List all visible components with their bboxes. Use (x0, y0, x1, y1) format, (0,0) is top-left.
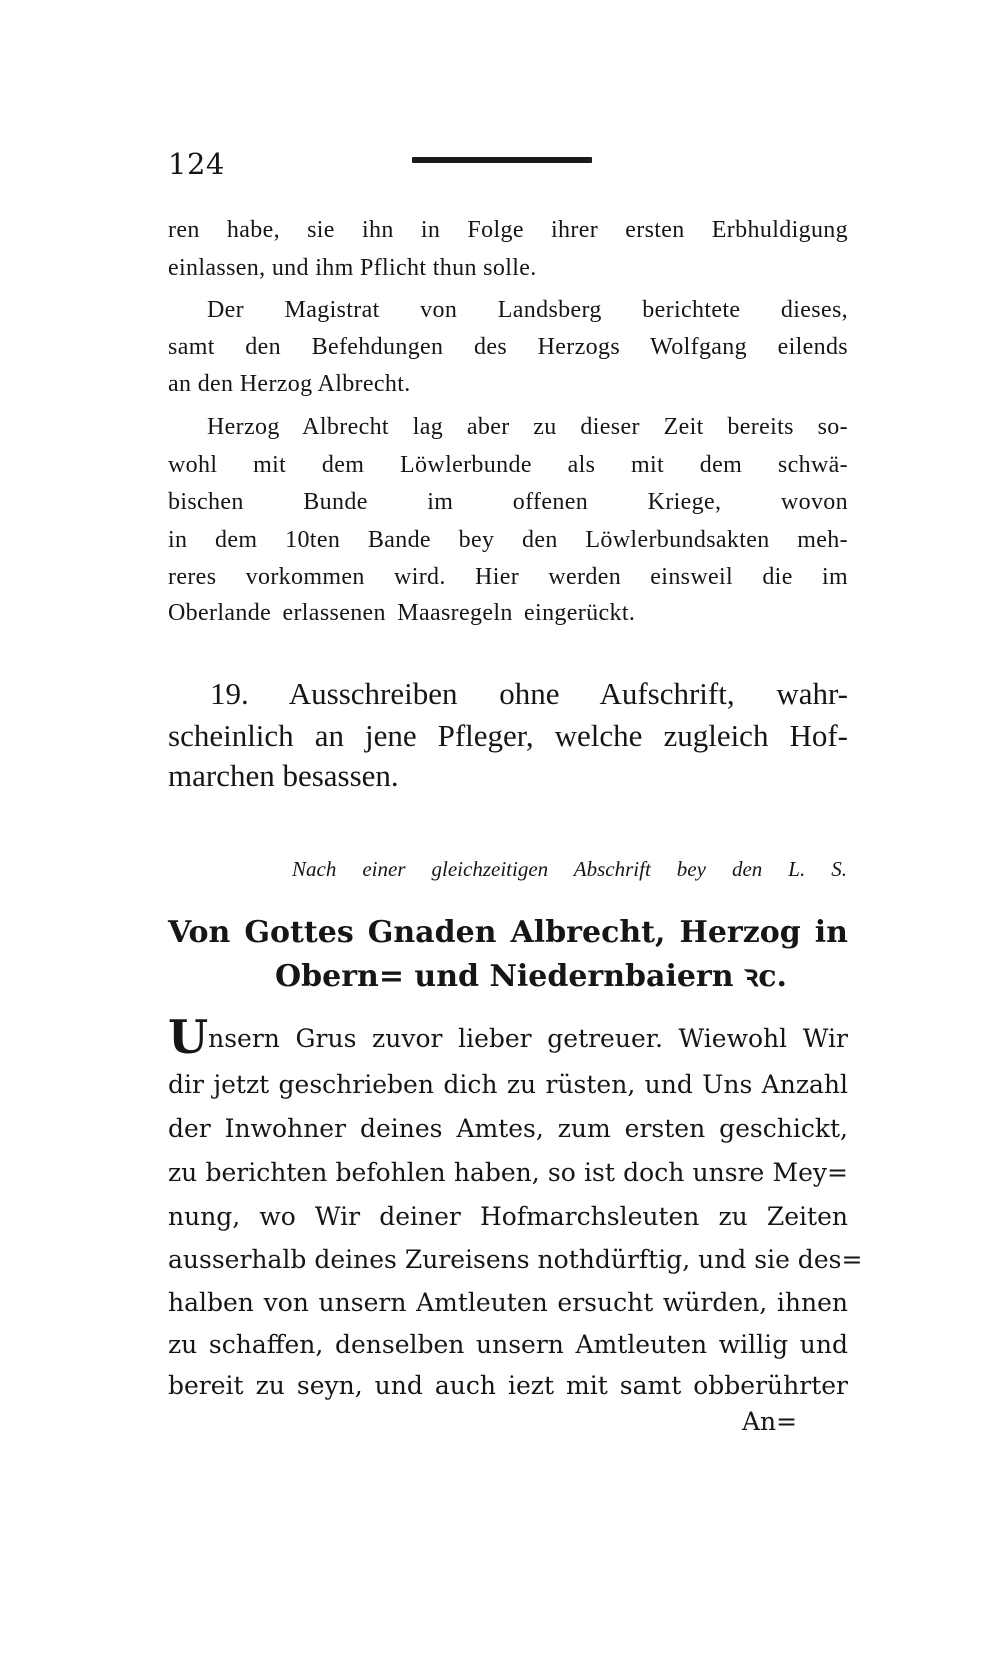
source-note: Nach einer gleichzeitigen Abschrift bey den L. S. (292, 857, 847, 881)
document-line: zu schaffen, denselben unsern Amtleuten willig und (168, 1330, 848, 1359)
text-line: Herzog Albrecht lag aber zu dieser Zeit bereits so- (207, 414, 848, 440)
document-line: halben von unsern Amtleuten ersucht würden, ihnen (168, 1288, 848, 1317)
text-line: ren habe, sie ihn in Folge ihrer ersten Erbhuldigung (168, 217, 848, 243)
text-line: bischen Bunde im offenen Kriege, wovon (168, 489, 848, 515)
text-line: reres vorkommen wird. Hier werden einsweil die im (168, 564, 848, 590)
text-line: Oberlande erlassenen Maasregeln eingerückt. (168, 600, 636, 626)
document-line: nung, wo Wir deiner Hofmarchsleuten zu Zeiten (168, 1202, 848, 1231)
section-heading-line: 19. Ausschreiben ohne Aufschrift, wahr- (210, 676, 848, 711)
header-rule (412, 157, 592, 163)
section-heading-line: scheinlich an jene Pfleger, welche zugleich Hof- (168, 718, 848, 753)
document-line: zu berichten befohlen haben, so ist doch unsre Mey= (168, 1158, 848, 1187)
text-line: einlassen, und ihm Pflicht thun solle. (168, 255, 537, 281)
document-line: dir jetzt geschrieben dich zu rüsten, und Uns Anzahl (168, 1070, 848, 1099)
document-line: ausserhalb deines Zureisens nothdürftig, und sie des= (168, 1245, 863, 1274)
drop-capital: U (168, 1010, 209, 1064)
document-line: bereit zu seyn, und auch iezt mit samt obberührter (168, 1371, 848, 1400)
text-line: wohl mit dem Löwlerbunde als mit dem schwä- (168, 452, 848, 478)
book-page: 124 ren habe, sie ihn in Folge ihrer ersten Erbhuldigung einlassen, und ihm Pflicht thun solle. Der Magistrat von Landsberg berichtete dieses, samt den Befehdungen des Herzogs Wolfgang eilends an den Herzog Albrecht. Herzog Albrecht lag aber zu dieser Zeit bereits so- wohl mit dem Löwlerbunde als mit dem schwä- bischen Bunde im offenen Kriege, wovon in dem 10ten Bande bey den Löwlerbundsakten meh- reres vorkommen wird. Hier werden einsweil die im Oberlande erlassenen Maasregeln eingerückt. 19. Ausschreiben ohne Aufschrift, wahr- scheinlich an jene Pfleger, welche zugleich Hof- marchen besassen. Nach einer gleichzeitigen Abschrift bey den L. S. Von Gottes Gnaden Albrecht, Herzog in Obern= und Niedernbaiern ꝛc. Unsern Grus zuvor lieber getreuer. Wiewohl Wir dir jetzt geschrieben dich zu rüsten, und Uns Anzahl der Inwohner deines Amtes, zum ersten geschickt, zu berichten befohlen haben, so ist doch unsre Mey= nung, wo Wir deiner Hofmarchsleuten zu Zeiten ausserhalb deines Zureisens nothdürftig, und sie des= halben von unsern Amtleuten ersucht würden, ihnen zu schaffen, denselben unsern Amtleuten willig und bereit zu seyn, und auch iezt mit samt obberührter An= (0, 0, 1000, 1665)
first-line-text: nsern Grus zuvor lieber getreuer. Wiewohl Wir (208, 1024, 848, 1053)
page-number: 124 (168, 147, 225, 181)
text-line: an den Herzog Albrecht. (168, 371, 411, 397)
catchword: An= (742, 1407, 798, 1436)
document-title-line: Von Gottes Gnaden Albrecht, Herzog in (168, 915, 848, 950)
document-line: der Inwohner deines Amtes, zum ersten geschickt, (168, 1114, 848, 1143)
text-line: samt den Befehdungen des Herzogs Wolfgang eilends (168, 334, 848, 360)
text-line: in dem 10ten Bande bey den Löwlerbundsakten meh- (168, 527, 848, 553)
section-heading-line: marchen besassen. (168, 758, 399, 793)
document-first-line (168, 1010, 848, 1064)
text-line: Der Magistrat von Landsberg berichtete dieses, (207, 297, 848, 323)
